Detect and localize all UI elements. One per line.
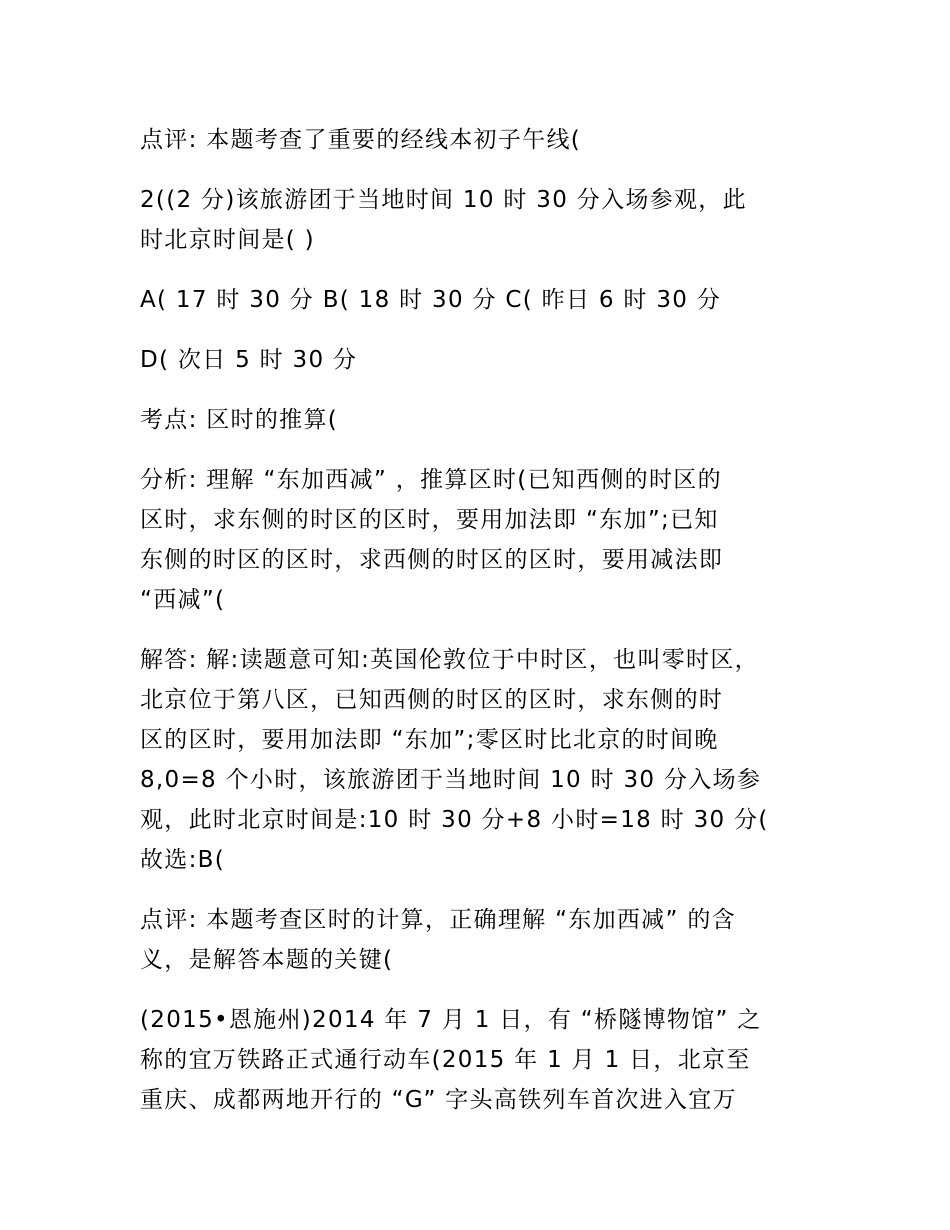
text-line: 分析: 理解 “东加西减” ，推算区时(已知西侧的时区的	[140, 467, 722, 493]
text-line: 时北京时间是( )	[140, 227, 315, 253]
text-line: 2((2 分)该旅游团于当地时间 10 时 30 分入场参观，此	[140, 187, 747, 213]
text-line: 考点: 区时的推算(	[140, 407, 339, 433]
text-line: 解答: 解:读题意可知:英国伦敦位于中时区，也叫零时区，	[140, 647, 759, 673]
paragraph-next-question	[140, 1000, 810, 1120]
text-line: 观，此时北京时间是:10 时 30 分+8 小时=18 时 30 分(	[140, 807, 769, 833]
paragraph-options-abc	[140, 280, 810, 320]
text-line: 区时，求东侧的时区的区时，要用加法即 “东加”;已知	[140, 507, 719, 533]
text-line: 东侧的时区的区时，求西侧的时区的区时，要用减法即	[140, 547, 724, 573]
paragraph-option-d	[140, 340, 810, 380]
text-line: 故选:B(	[140, 847, 226, 873]
text-line: 区的区时，要用加法即 “东加”;零区时比北京的时间晚	[140, 727, 719, 753]
paragraph-topic	[140, 400, 810, 440]
paragraph-review-2	[140, 900, 810, 980]
text-line: 点评: 本题考查了重要的经线本初子午线(	[140, 127, 582, 153]
paragraph-answer	[140, 640, 810, 880]
text-line: A( 17 时 30 分 B( 18 时 30 分 C( 昨日 6 时 30 分	[140, 287, 722, 313]
text-line: (2015•恩施州)2014 年 7 月 1 日，有 “桥隧博物馆” 之	[140, 1007, 762, 1033]
text-line: 8,0=8 个小时，该旅游团于当地时间 10 时 30 分入场参	[140, 767, 762, 793]
paragraph-review-1	[140, 120, 810, 160]
paragraph-analysis	[140, 460, 810, 620]
text-line: “西减”(	[140, 587, 226, 613]
paragraph-question-2	[140, 180, 810, 260]
text-line: 义，是解答本题的关键(	[140, 947, 394, 973]
text-line: 重庆、成都两地开行的 “G” 字头高铁列车首次进入宜万	[140, 1087, 737, 1113]
text-line: 称的宜万铁路正式通行动车(2015 年 1 月 1 日，北京至	[140, 1047, 751, 1073]
text-line: D( 次日 5 时 30 分	[140, 347, 358, 373]
text-line: 北京位于第八区，已知西侧的时区的区时，求东侧的时	[140, 687, 724, 713]
text-line: 点评: 本题考查区时的计算，正确理解 “东加西减” 的含	[140, 907, 736, 933]
